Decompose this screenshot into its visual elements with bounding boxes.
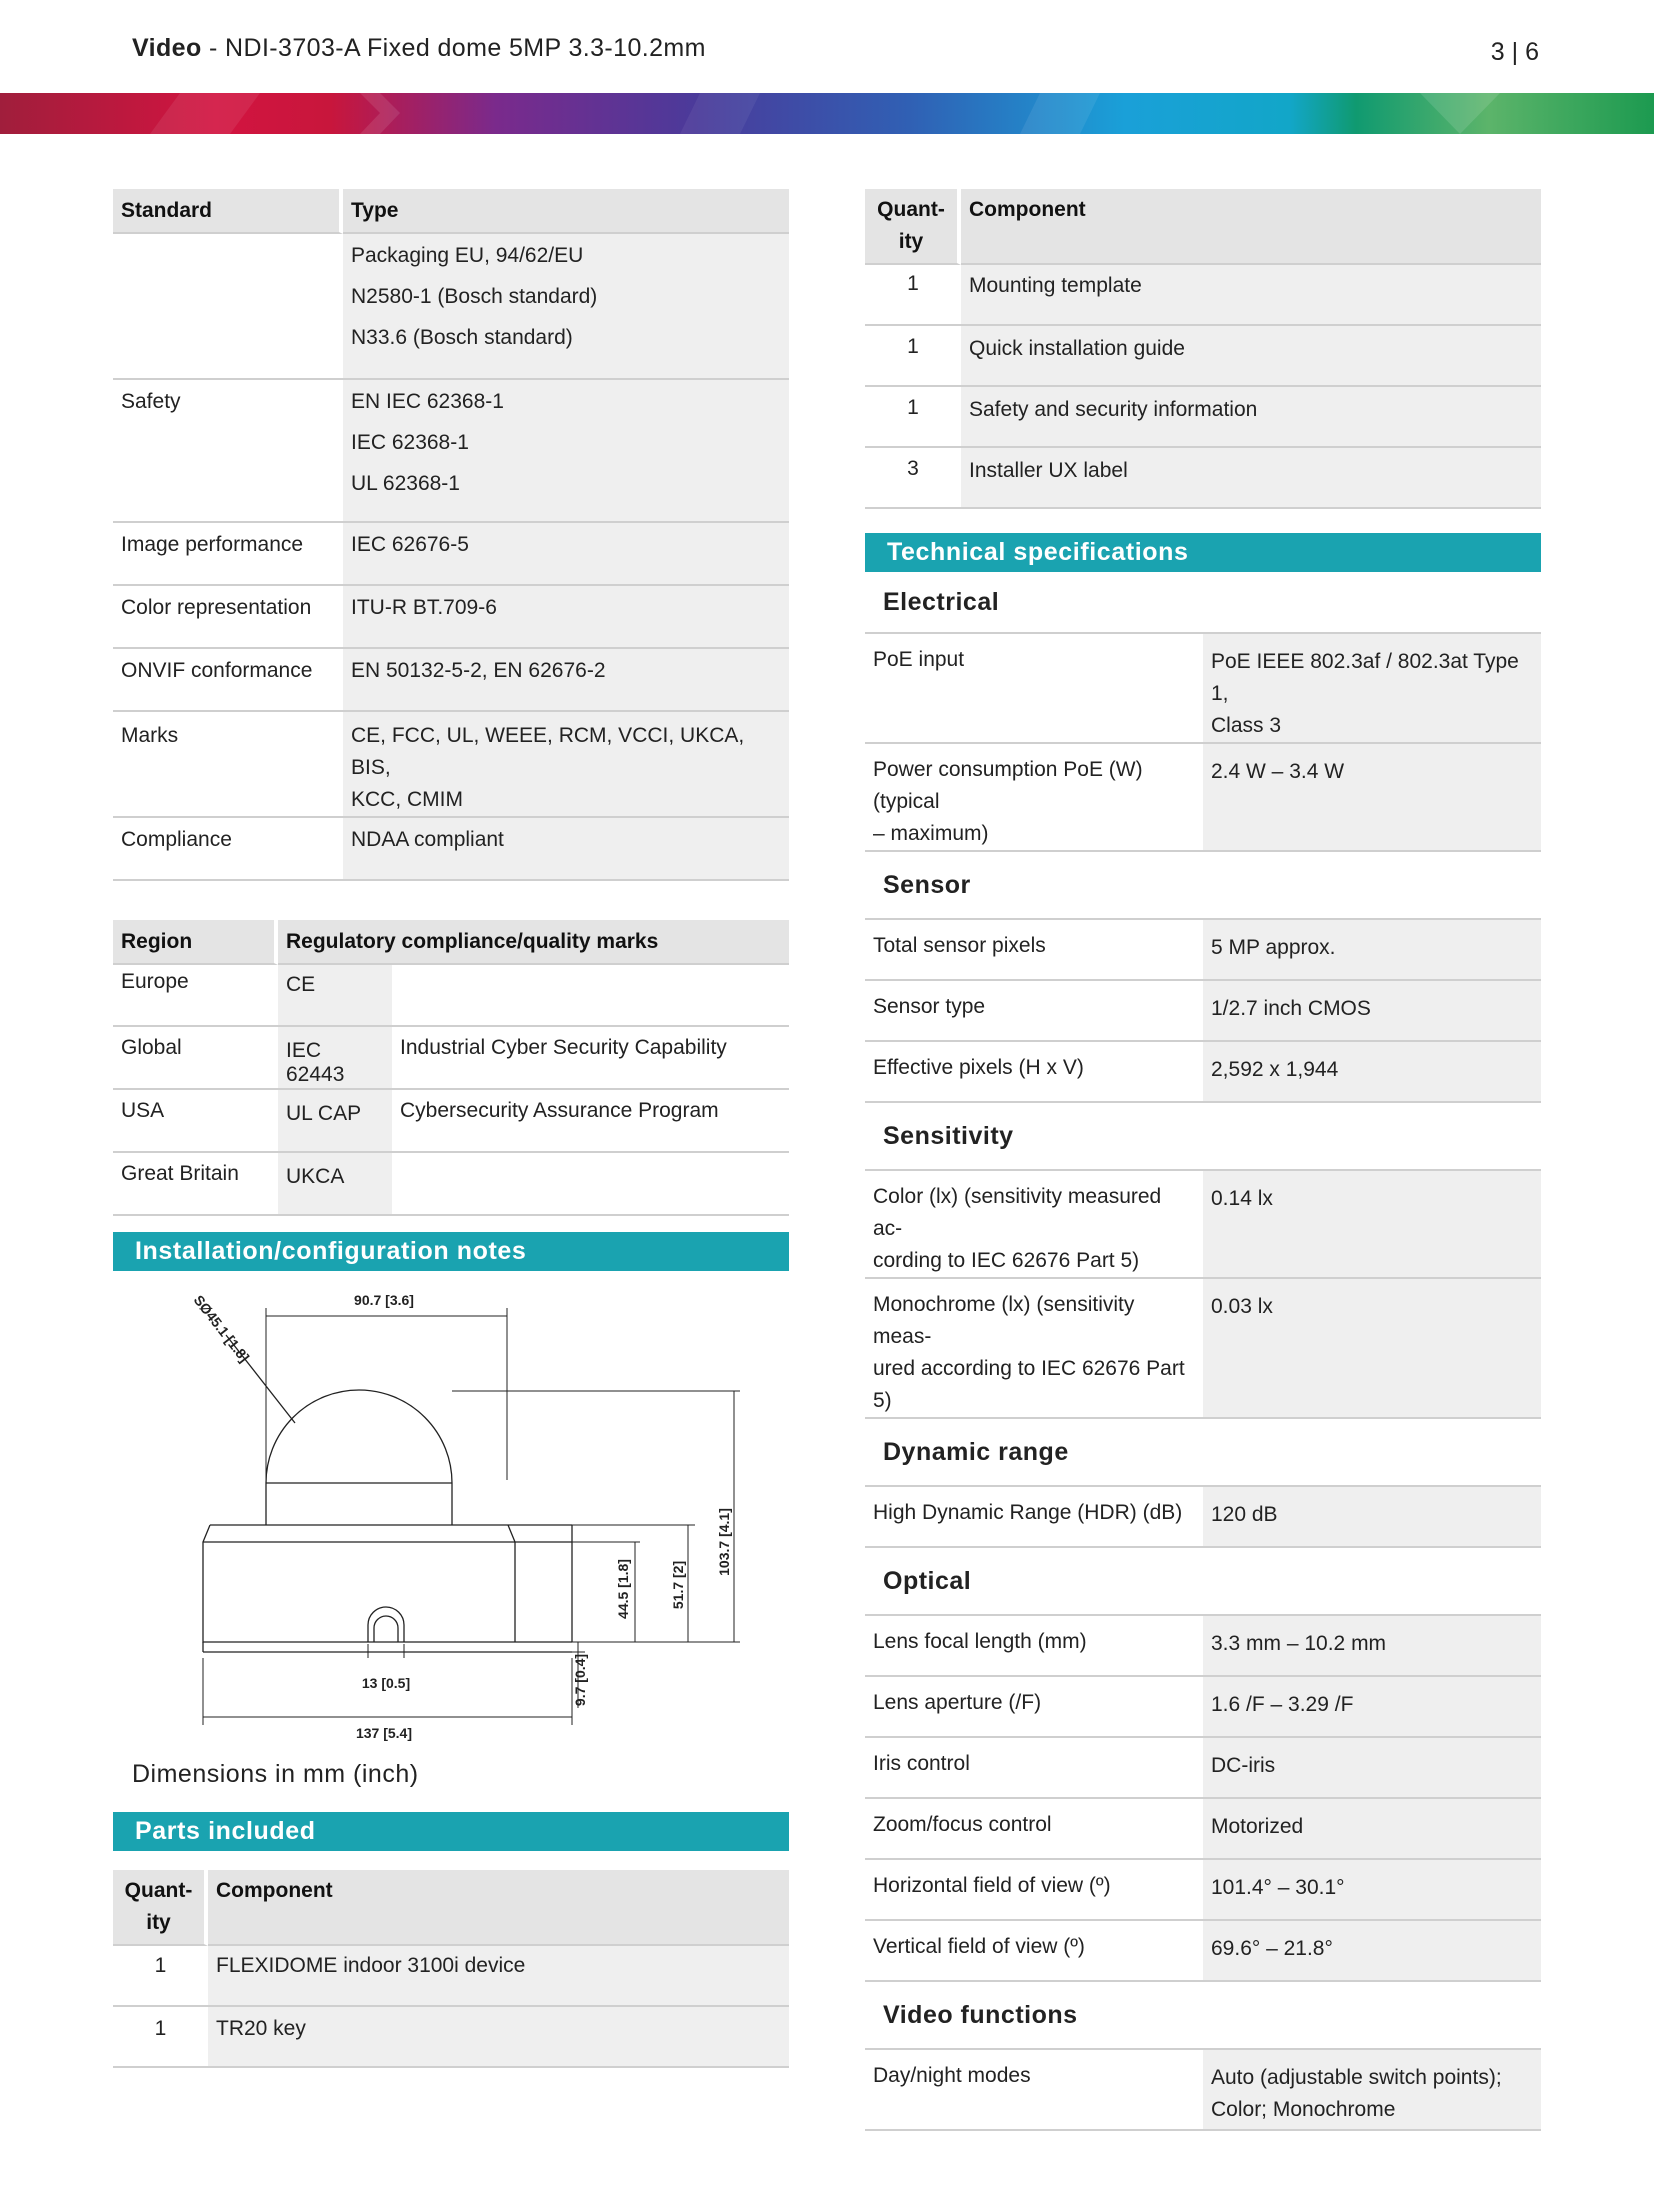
quantity-header-line: Quant-: [877, 198, 945, 221]
spec-value-cell: [1203, 1616, 1541, 1677]
parts-right-table-wrapper: [865, 189, 1541, 509]
spec-value: 1/2.7 inch CMOS: [1211, 997, 1371, 1020]
type-line: KCC, CMIM: [351, 788, 463, 811]
installation-section-title: Installation/configuration notes: [113, 1232, 789, 1271]
spec-section-heading: Optical: [865, 1548, 1541, 1616]
mark-cell: UL CAP: [278, 1090, 392, 1153]
component-cell: TR20 key: [208, 2007, 789, 2068]
dimension-dome-diameter: SØ45.1 [1.8]: [190, 1291, 253, 1366]
type-line: CE, FCC, UL, WEEE, RCM, VCCI, UKCA, BIS,: [351, 724, 745, 779]
spec-label-cell: [865, 1279, 1203, 1419]
component-cell: Installer UX label: [961, 448, 1541, 509]
spec-label-cell: [865, 2050, 1203, 2131]
spec-label: Power consumption PoE (W) (typical: [873, 758, 1143, 813]
type-cell: [343, 818, 789, 881]
spec-section-heading: Dynamic range: [865, 1419, 1541, 1487]
header-title: NDI-3703-A Fixed dome 5MP 3.3-10.2mm: [225, 34, 706, 62]
column-header-quantity: [865, 189, 961, 265]
spec-label-cell: [865, 634, 1203, 744]
spec-value: 120 dB: [1211, 1503, 1278, 1526]
mark-cell: CE: [278, 965, 392, 1027]
spec-value-cell: [1203, 1677, 1541, 1738]
quantity-header-line: ity: [898, 230, 924, 253]
mark-description-cell: Industrial Cyber Security Capability: [392, 1027, 789, 1090]
quantity-cell: 1: [113, 1946, 208, 2007]
spec-value-cell: [1203, 1799, 1541, 1860]
spec-label-cell: [865, 981, 1203, 1042]
quantity-cell: 1: [865, 326, 961, 387]
spec-value-cell: [1203, 1860, 1541, 1921]
parts-left-table-wrapper: [113, 1870, 789, 2068]
column-header-standard: Standard: [113, 189, 343, 234]
dimension-caption-wrapper: [113, 1760, 789, 1789]
spec-table: [865, 920, 1541, 1103]
standards-table-body: [113, 234, 789, 881]
spec-value: 2,592 x 1,944: [1211, 1058, 1339, 1081]
quantity-header-line: ity: [146, 1911, 171, 1934]
component-cell: Quick installation guide: [961, 326, 1541, 387]
header-category: Video: [132, 34, 202, 62]
standards-table: [113, 189, 789, 234]
quantity-header-line: Quant-: [124, 1879, 193, 1902]
spec-table: [865, 634, 1541, 852]
spec-label: High Dynamic Range (HDR) (dB): [873, 1501, 1183, 1524]
spec-label: Effective pixels (H x V): [873, 1056, 1084, 1079]
type-line: NDAA compliant: [351, 828, 504, 851]
spec-label-cell: [865, 1616, 1203, 1677]
spec-table: [865, 1171, 1541, 1419]
spec-value: 1.6 /F – 3.29 /F: [1211, 1693, 1354, 1716]
camera-dimension-drawing: [180, 1280, 760, 1750]
type-cell: [343, 649, 789, 712]
spec-value-cell: [1203, 1921, 1541, 1982]
type-line: EN IEC 62368-1: [351, 390, 504, 413]
type-cell: [343, 712, 789, 818]
spec-value: 2.4 W – 3.4 W: [1211, 760, 1345, 783]
dimension-base-width: 137 [5.4]: [355, 1725, 413, 1741]
column-header-quantity: [113, 1870, 208, 1946]
installation-section: [113, 1232, 789, 1271]
spec-label: – maximum): [873, 822, 989, 845]
type-line: ITU-R BT.709-6: [351, 596, 497, 619]
dimension-slot-width: 13 [0.5]: [361, 1675, 411, 1691]
quantity-cell: 1: [865, 387, 961, 448]
spec-value-cell: [1203, 634, 1541, 744]
column-header-marks: Regulatory compliance/quality marks: [278, 920, 789, 965]
type-line: UL 62368-1: [351, 472, 460, 495]
page-number: 3 | 6: [1490, 38, 1539, 66]
spec-label: Zoom/focus control: [873, 1813, 1052, 1836]
spec-label: Sensor type: [873, 995, 986, 1018]
region-cell: Global: [113, 1027, 278, 1090]
spec-label: Color (lx) (sensitivity measured ac-: [873, 1185, 1162, 1240]
type-line: Packaging EU, 94/62/EU: [351, 244, 584, 267]
quantity-cell: 1: [113, 2007, 208, 2068]
spec-value: 3.3 mm – 10.2 mm: [1211, 1632, 1387, 1655]
spec-label-cell: [865, 744, 1203, 852]
region-cell: Great Britain: [113, 1153, 278, 1216]
column-header-component: Component: [208, 1870, 789, 1946]
column-header-region: Region: [113, 920, 278, 965]
spec-value-cell: [1203, 2050, 1541, 2131]
spec-label-cell: [865, 1738, 1203, 1799]
dimension-foot-height: 9.7 [0.4]: [572, 1653, 588, 1707]
spec-label: Horizontal field of view (º): [873, 1874, 1111, 1897]
spec-section-heading: Sensitivity: [865, 1103, 1541, 1171]
spec-value-cell: [1203, 920, 1541, 981]
spec-value: 0.03 lx: [1211, 1295, 1273, 1318]
spec-label-cell: [865, 1171, 1203, 1279]
spec-value: Class 3: [1211, 714, 1282, 737]
tech-specs-body: [865, 572, 1541, 2131]
header-separator: -: [201, 34, 226, 62]
spec-label: Lens focal length (mm): [873, 1630, 1087, 1653]
mark-description-cell: Cybersecurity Assurance Program: [392, 1090, 789, 1153]
column-header-component: Component: [961, 189, 1541, 265]
spec-label: Day/night modes: [873, 2064, 1031, 2087]
mark-description-cell: [392, 1153, 789, 1216]
dimension-total-height: 103.7 [4.1]: [716, 1508, 732, 1576]
mark-cell: IEC 62443: [278, 1027, 392, 1090]
brand-color-band: [0, 93, 1654, 134]
standard-cell: Marks: [113, 712, 343, 818]
standard-cell: Image performance: [113, 523, 343, 586]
spec-label-cell: [865, 1042, 1203, 1103]
spec-label-cell: [865, 920, 1203, 981]
spec-label: cording to IEC 62676 Part 5): [873, 1249, 1140, 1272]
spec-label: ured according to IEC 62676 Part 5): [873, 1357, 1185, 1412]
mark-description-cell: [392, 965, 789, 1027]
spec-value: Color; Monochrome: [1211, 2098, 1396, 2121]
spec-label: Monochrome (lx) (sensitivity meas-: [873, 1293, 1135, 1348]
spec-label-cell: [865, 1487, 1203, 1548]
parts-left-table: [113, 1870, 789, 2068]
spec-label: Iris control: [873, 1752, 970, 1775]
standard-cell: Safety: [113, 380, 343, 523]
parts-right-table: [865, 189, 1541, 509]
parts-included-title: Parts included: [113, 1812, 789, 1851]
type-cell: [343, 523, 789, 586]
tech-specs-title: Technical specifications: [865, 533, 1541, 572]
spec-label-cell: [865, 1921, 1203, 1982]
type-line: N33.6 (Bosch standard): [351, 326, 573, 349]
spec-value-cell: [1203, 1738, 1541, 1799]
type-line: IEC 62368-1: [351, 431, 469, 454]
page-header: [132, 34, 706, 63]
dimension-body-height: 51.7 [2]: [670, 1560, 686, 1610]
spec-value-cell: [1203, 1487, 1541, 1548]
component-cell: Mounting template: [961, 265, 1541, 326]
spec-value-cell: [1203, 1042, 1541, 1103]
spec-label-cell: [865, 1799, 1203, 1860]
spec-value: Motorized: [1211, 1815, 1304, 1838]
spec-value: Auto (adjustable switch points);: [1211, 2066, 1502, 2089]
spec-label: PoE input: [873, 648, 965, 671]
spec-value-cell: [1203, 744, 1541, 852]
type-cell: [343, 234, 789, 380]
spec-value: 0.14 lx: [1211, 1187, 1273, 1210]
spec-value-cell: [1203, 1171, 1541, 1279]
region-table-wrapper: [113, 920, 789, 1216]
spec-table: [865, 1616, 1541, 1982]
region-cell: Europe: [113, 965, 278, 1027]
quantity-cell: 3: [865, 448, 961, 509]
type-line: EN 50132-5-2, EN 62676-2: [351, 659, 606, 682]
standard-cell: Compliance: [113, 818, 343, 881]
spec-label-cell: [865, 1860, 1203, 1921]
standard-cell: [113, 234, 343, 380]
type-line: IEC 62676-5: [351, 533, 469, 556]
spec-value: DC-iris: [1211, 1754, 1276, 1777]
spec-value: PoE IEEE 802.3af / 802.3at Type 1,: [1211, 650, 1519, 705]
standards-table-wrapper: [113, 189, 789, 881]
spec-value: 101.4° – 30.1°: [1211, 1876, 1345, 1899]
type-cell: [343, 380, 789, 523]
quantity-cell: 1: [865, 265, 961, 326]
spec-value: 5 MP approx.: [1211, 936, 1336, 959]
region-cell: USA: [113, 1090, 278, 1153]
region-table: [113, 920, 789, 1216]
standard-cell: ONVIF conformance: [113, 649, 343, 712]
spec-table: [865, 2050, 1541, 2131]
spec-label: Vertical field of view (º): [873, 1935, 1085, 1958]
spec-section-heading: Electrical: [865, 572, 1541, 634]
spec-section-heading: Sensor: [865, 852, 1541, 920]
mark-cell: UKCA: [278, 1153, 392, 1216]
spec-value-cell: [1203, 1279, 1541, 1419]
component-cell: FLEXIDOME indoor 3100i device: [208, 1946, 789, 2007]
component-cell: Safety and security information: [961, 387, 1541, 448]
tech-specs-section: [865, 533, 1541, 2131]
spec-label-cell: [865, 1677, 1203, 1738]
parts-included-section: [113, 1812, 789, 1851]
spec-value-cell: [1203, 981, 1541, 1042]
spec-label: Lens aperture (/F): [873, 1691, 1042, 1714]
spec-label: Total sensor pixels: [873, 934, 1046, 957]
dimension-caption: Dimensions in mm (inch): [132, 1760, 419, 1788]
dimension-base-height: 44.5 [1.8]: [615, 1559, 631, 1619]
column-header-type: Type: [343, 189, 789, 234]
type-line: N2580-1 (Bosch standard): [351, 285, 598, 308]
spec-section-heading: Video functions: [865, 1982, 1541, 2050]
spec-value: 69.6° – 21.8°: [1211, 1937, 1333, 1960]
dimension-top-width: 90.7 [3.6]: [354, 1292, 414, 1308]
standard-cell: Color representation: [113, 586, 343, 649]
type-cell: [343, 586, 789, 649]
spec-table: [865, 1487, 1541, 1548]
